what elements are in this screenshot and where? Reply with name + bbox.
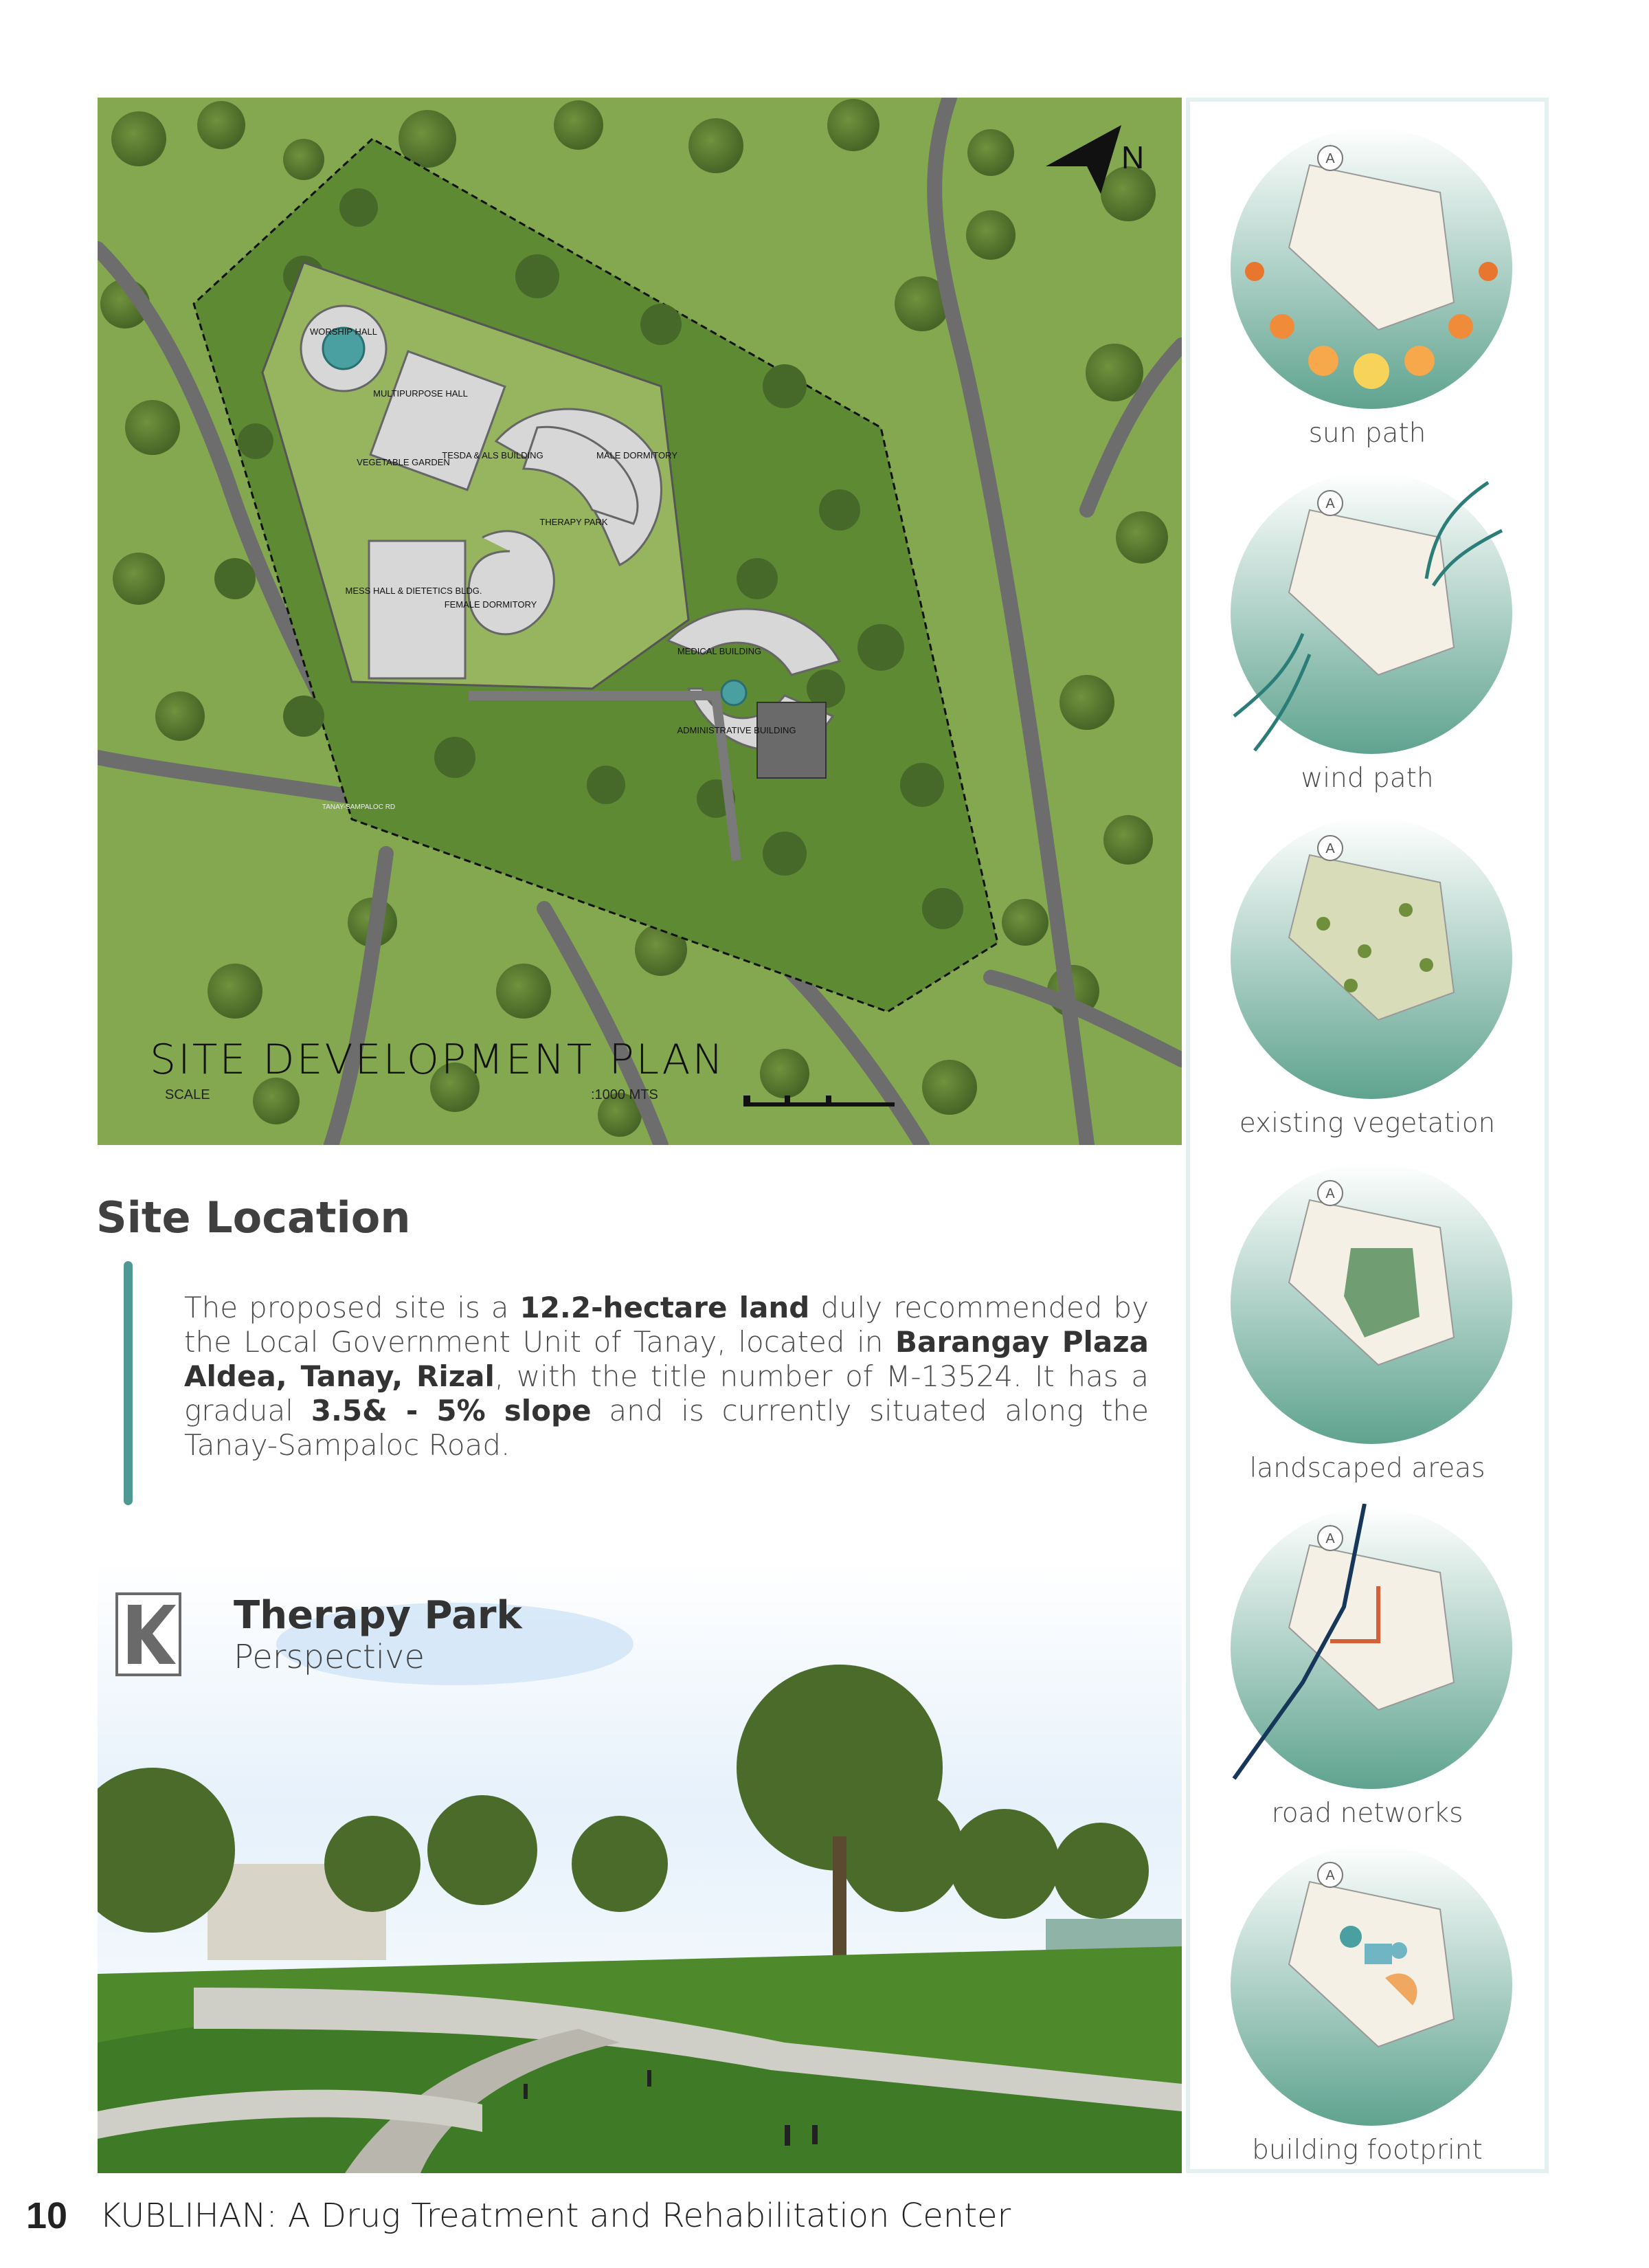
label-medical-building: MEDICAL BUILDING [677, 646, 762, 656]
marker-a: A [1325, 151, 1335, 166]
marker-a: A [1325, 1531, 1335, 1546]
label-worship-hall: WORSHIP HALL [309, 326, 378, 337]
landscaped-areas-diagram [1227, 1159, 1516, 1447]
north-label: N [1121, 140, 1145, 175]
text-segment: duly recommended by the Local Government Unit of Tanay, located in [184, 1291, 1149, 1359]
accent-bar [124, 1261, 133, 1505]
site-location-paragraph [184, 1291, 1149, 1463]
existing-vegetation-diagram [1227, 814, 1516, 1102]
scale-value: :1000 MTS [591, 1087, 658, 1102]
text-segment: and is currently situated along the Tanay-Sampaloc Road. [184, 1394, 1149, 1462]
wind-path-diagram [1227, 469, 1516, 757]
label-mess-hall: MESS HALL & DIETETICS BLDG. [345, 586, 482, 596]
building-footprint-diagram [1227, 1841, 1516, 2129]
label-male-dormitory: MALE DORMITORY [596, 450, 677, 460]
label-administrative-building: ADMINISTRATIVE BUILDING [677, 725, 796, 735]
label-landscaped-areas: landscaped areas [1249, 1453, 1485, 1484]
perspective-subtitle: Perspective [234, 1638, 425, 1676]
text-bold-segment: 12.2-hectare land [519, 1291, 810, 1324]
text-segment: , with the title number of M-13524. It has a gradual [184, 1359, 1149, 1427]
label-sun-path: sun path [1308, 418, 1426, 449]
marker-a: A [1325, 496, 1335, 511]
label-existing-vegetation: existing vegetation [1239, 1108, 1496, 1139]
label-tesda-als: TESDA & ALS BUILDING [442, 450, 543, 460]
label-road-networks: road networks [1271, 1798, 1463, 1829]
text-bold-segment: Barangay Plaza Aldea, Tanay, Rizal [184, 1325, 1149, 1393]
marker-a: A [1325, 1868, 1335, 1883]
scale-label: SCALE [165, 1087, 210, 1102]
site-plan-title: SITE DEVELOPMENT PLAN [150, 1036, 726, 1084]
text-bold-segment: 3.5& - 5% slope [311, 1394, 592, 1427]
label-multipurpose-hall: MULTIPURPOSE HALL [373, 388, 468, 399]
logo-icon [115, 1592, 181, 1676]
text-segment: The proposed site is a [184, 1291, 520, 1324]
site-location-heading: Site Location [96, 1192, 411, 1243]
page-number: 10 [26, 2195, 68, 2236]
label-road: TANAY-SAMPALOC RD [322, 803, 396, 811]
label-building-footprint: building footprint [1252, 2135, 1483, 2166]
road-networks-diagram [1227, 1504, 1516, 1792]
label-female-dormitory: FEMALE DORMITORY [444, 599, 537, 610]
label-therapy-park: THERAPY PARK [539, 517, 608, 527]
site-plan-drawing [98, 98, 1182, 1145]
marker-a: A [1325, 841, 1335, 856]
marker-a: A [1325, 1186, 1335, 1201]
sun-path-diagram [1227, 124, 1516, 412]
site-development-plan [98, 98, 1182, 1145]
analysis-panel [1186, 98, 1549, 2173]
perspective-title: Therapy Park [234, 1593, 522, 1638]
footer-title: KUBLIHAN: A Drug Treatment and Rehabilitation Center [100, 2197, 1011, 2235]
label-wind-path: wind path [1301, 763, 1434, 794]
label-vegetable-garden: VEGETABLE GARDEN [357, 457, 450, 467]
